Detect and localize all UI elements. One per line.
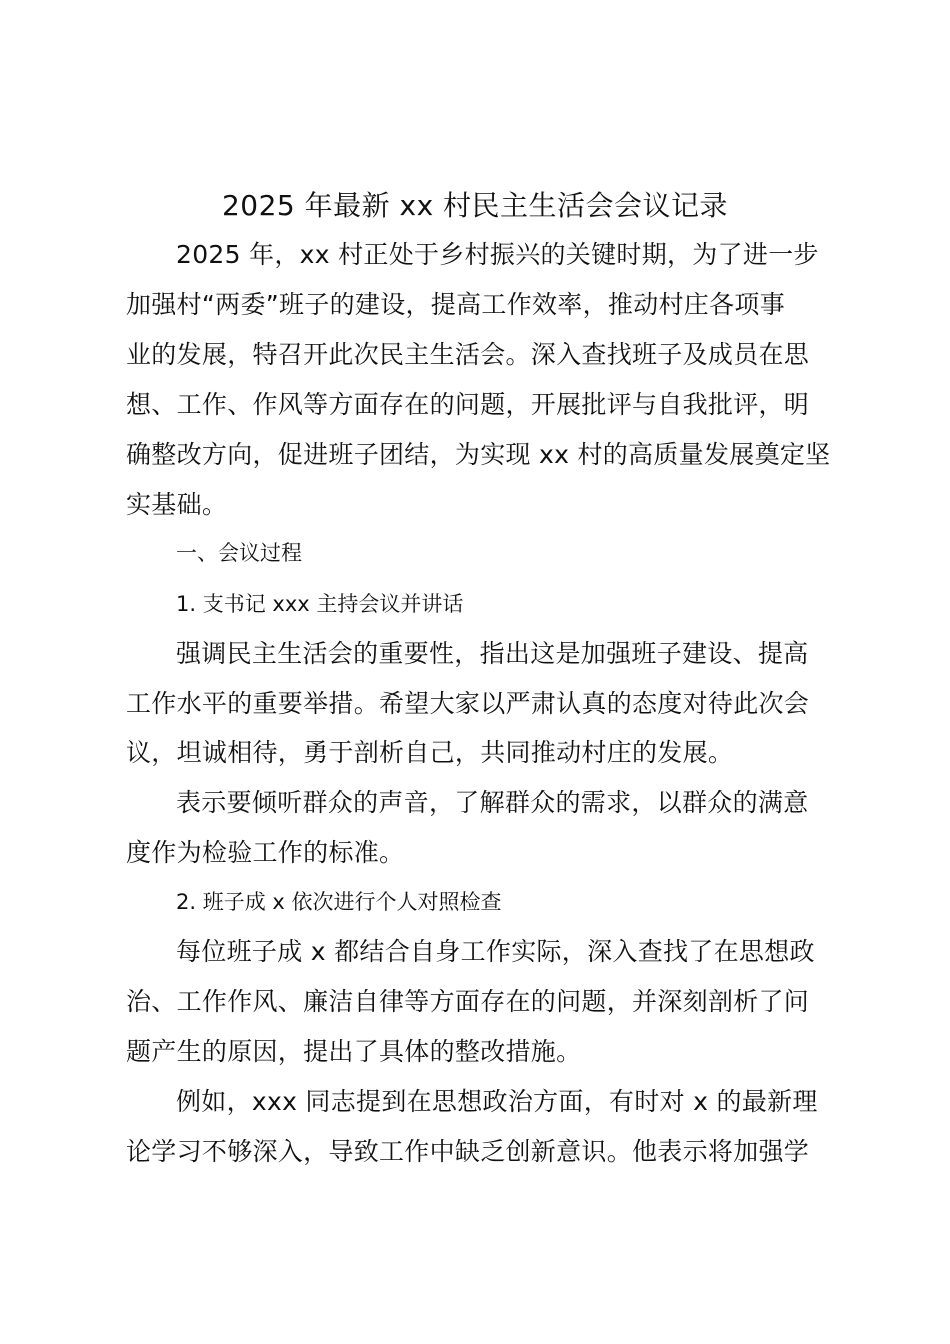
item-heading-1: 1. 支书记 xxx 主持会议并讲话 xyxy=(176,592,464,616)
item2-paragraph2-line-1: 例如，xxx 同志提到在思想政治方面，有时对 x 的最新理 xyxy=(176,1087,818,1116)
item1-paragraph2-line-2: 度作为检验工作的标准。 xyxy=(126,838,405,867)
intro-line-3: 业的发展，特召开此次民主生活会。深入查找班子及成员在思 xyxy=(126,340,810,369)
item2-paragraph2-line-2: 论学习不够深入，导致工作中缺乏创新意识。他表示将加强学 xyxy=(126,1137,810,1166)
intro-line-5: 确整改方向，促进班子团结，为实现 xx 村的高质量发展奠定坚 xyxy=(126,440,831,469)
item1-paragraph1-line-1: 强调民主生活会的重要性，指出这是加强班子建设、提高 xyxy=(176,639,809,668)
item2-paragraph1-line-2: 治、工作作风、廉洁自律等方面存在的问题，并深刻剖析了问 xyxy=(126,987,810,1016)
section-heading-meeting-process: 一、会议过程 xyxy=(176,541,302,565)
item1-paragraph1-line-3: 议，坦诚相待，勇于剖析自己，共同推动村庄的发展。 xyxy=(126,738,734,767)
item2-paragraph1-line-3: 题产生的原因，提出了具体的整改措施。 xyxy=(126,1037,582,1066)
intro-line-2: 加强村“两委”班子的建设，提高工作效率，推动村庄各项事 xyxy=(126,290,786,319)
intro-line-6: 实基础。 xyxy=(126,490,228,519)
item1-paragraph2-line-1: 表示要倾听群众的声音，了解群众的需求，以群众的满意 xyxy=(176,788,809,817)
item1-paragraph1-line-2: 工作水平的重要举措。希望大家以严肃认真的态度对待此次会 xyxy=(126,689,810,718)
item-heading-2: 2. 班子成 x 依次进行个人对照检查 xyxy=(176,890,502,914)
document-title: 2025 年最新 xx 村民主生活会会议记录 xyxy=(221,189,729,222)
intro-line-4: 想、工作、作风等方面存在的问题，开展批评与自我批评，明 xyxy=(126,390,810,419)
item2-paragraph1-line-1: 每位班子成 x 都结合自身工作实际，深入查找了在思想政 xyxy=(176,937,815,966)
intro-line-1: 2025 年，xx 村正处于乡村振兴的关键时期，为了进一步 xyxy=(176,240,819,269)
